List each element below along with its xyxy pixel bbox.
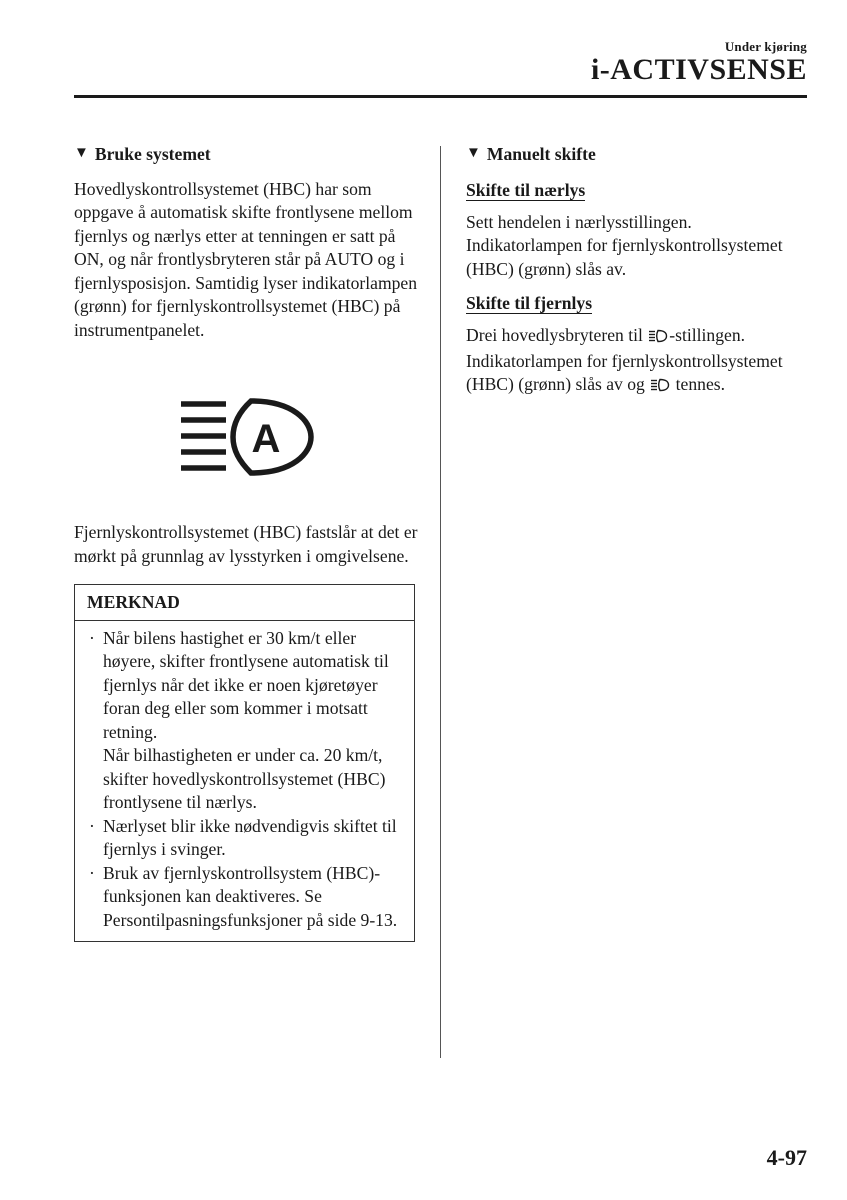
heading-text: Manuelt skifte [486,144,596,164]
note-box [74,584,415,942]
page-number: 4-97 [766,1145,807,1170]
intro-paragraph: Hovedlyskontrollsystemet (HBC) har som oppgave å automatisk skifte frontlysene mellom fjernlys og nærlys etter at tenningen er satt på ON, og når frontlysbryteren står på AUTO og i fjernlysposisjon. Samtidig lyser indikatorlampen (grønn) for fjernlyskontrollsystemet (HBC) på instrumentpanelet. [74,178,418,340]
low-beam-paragraph: Sett hendelen i nærlysstillingen. Indikatorlampen for fjernlyskontrollsystemet (HBC) (grønn) slås av. [466,211,783,279]
high-beam-paragraph [466,324,811,399]
right-column [466,143,811,399]
note-text: Når bilens hastighet er 30 km/t eller høyere, skifter frontlysene automatisk til fjernlys når det ikke er noen kjøretøyer foran deg eller som kommer i motsatt retning. Når bilhastigheten er under ca. 20 km/t, skifter hovedlyskontrollsystemet (HBC) frontlysene til nærlys. [103,627,389,812]
subheading-high-beam: Skifte til fjernlys [466,293,593,313]
bruke-systemet-heading [74,143,419,167]
left-column [74,143,419,942]
note-item [89,815,404,862]
bullet: · [89,862,95,883]
subheading-low-beam: Skifte til nærlys [466,179,586,200]
text-part: -stillingen. Indikatorlampen for fjernlyskontrollsystemet (HBC) (grønn) slås av og [466,325,783,394]
note-text: Bruk av fjernlyskontrollsystem (HBC)-funksjonen kan deaktiveres. Se Persontilpasningsfunksjoner på side 9-13. [103,862,398,930]
triangle-down-icon: ▼ [466,145,481,161]
note-item [89,627,404,815]
bullet: · [89,815,95,836]
manuelt-skifte-heading [466,143,811,167]
heading-text: Bruke systemet [94,144,211,164]
bullet: · [89,627,95,648]
high-beam-icon [650,375,670,399]
note-item [89,862,404,933]
header-rule [74,95,807,98]
high-beam-icon [648,326,668,350]
hbc-figure [74,395,419,495]
auto-high-beam-icon [178,395,314,481]
figure-letter: A [251,417,281,461]
body-paragraph: Fjernlyskontrollsystemet (HBC) fastslår at det er mørkt på grunnlag av lysstyrken i omgivelsene. [74,522,418,566]
column-divider [440,146,441,1058]
text-part: Drei hovedlysbryteren til [466,325,648,345]
chapter-label: Under kjøring [724,39,807,54]
note-title: MERKNAD [75,585,414,621]
triangle-down-icon: ▼ [74,145,89,161]
note-body [75,621,414,942]
section-title: i-ACTIVSENSE [590,53,807,86]
note-text: Nærlyset blir ikke nødvendigvis skiftet til fjernlys i svinger. [103,815,397,859]
text-part: tennes. [671,374,725,394]
